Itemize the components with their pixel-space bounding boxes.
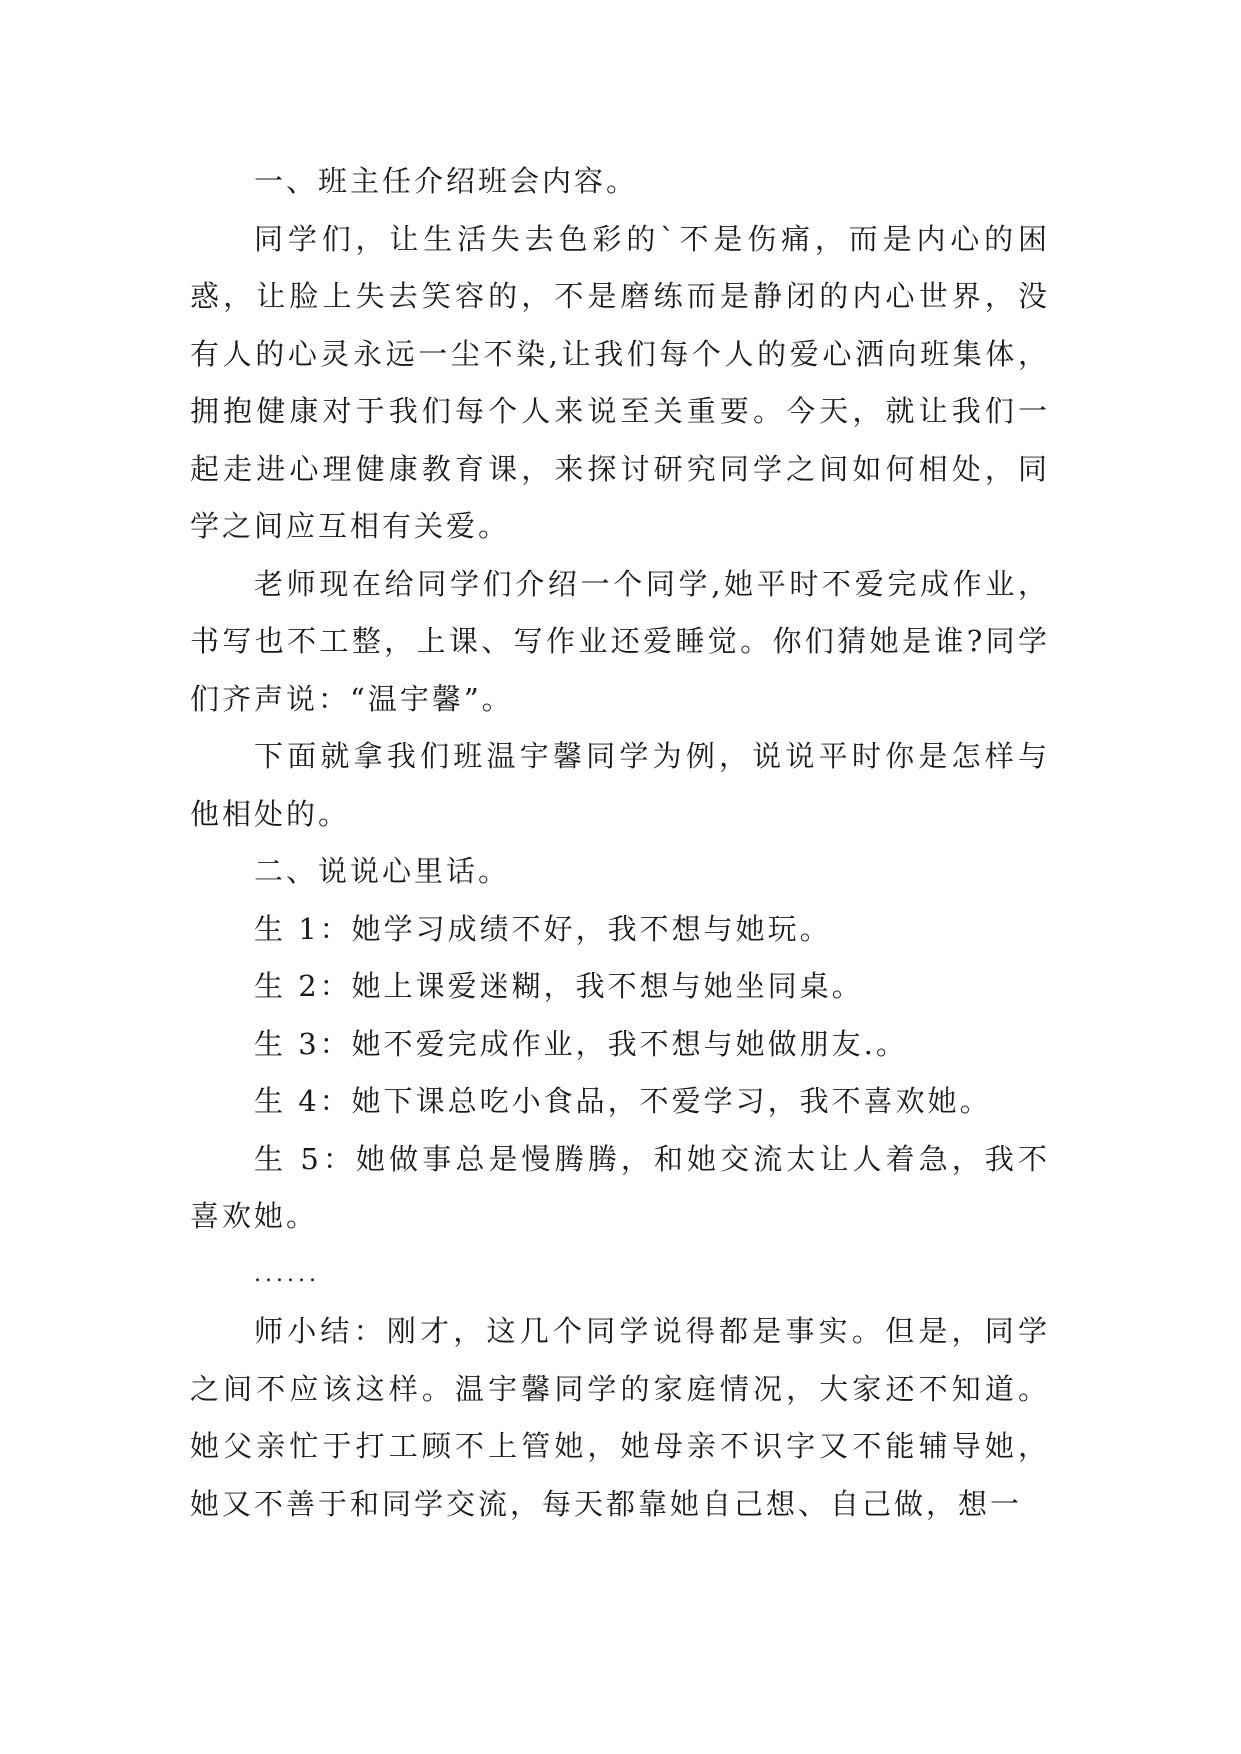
student-response-4: 生 4：她下课总吃小食品，不爱学习，我不喜欢她。 [254, 1084, 992, 1118]
student-response-3: 生 3：她不爱完成作业，我不想与她做朋友.。 [254, 1026, 908, 1061]
student-response-2: 生 2：她上课爱迷糊，我不想与她坐同桌。 [254, 969, 864, 1003]
document-body [190, 153, 1050, 1533]
ellipsis-line: ...... [254, 1261, 320, 1287]
discussion-prompt-paragraph: 下面就拿我们班温宇馨同学为例，说说平时你是怎样与他相处的。 [190, 739, 1050, 831]
section-heading-1: 一、班主任介绍班会内容。 [254, 164, 639, 198]
teacher-summary-paragraph: 师小结：刚才，这几个同学说得都是事实。但是，同学之间不应该这样。温宇馨同学的家庭情况，大家还不知道。她父亲忙于打工顾不上管她，她母亲不识字又不能辅导她，她又不善于和同学交流，每天都靠她自己想、自己做，想一 [190, 1314, 1050, 1521]
section-heading-2: 二、说说心里话。 [254, 854, 511, 888]
teacher-introduction-paragraph: 老师现在给同学们介绍一个同学,她平时不爱完成作业，书写也不工整，上课、写作业还爱睡觉。你们猜她是谁?同学们齐声说：“温宇馨”。 [190, 566, 1050, 716]
student-response-1: 生 1：她学习成绩不好，我不想与她玩。 [254, 911, 832, 946]
student-response-5: 生 5：她做事总是慢腾腾，和她交流太让人着急，我不喜欢她。 [190, 1141, 1050, 1233]
intro-paragraph: 同学们，让生活失去色彩的`不是伤痛，而是内心的困惑，让脸上失去笑容的，不是磨练而是静闭的内心世界，没有人的心灵永远一尘不染,让我们每个人的爱心洒向班集体，拥抱健康对于我们每个人来说至关重要。今天，就让我们一起走进心理健康教育课，来探讨研究同学之间如何相处，同学之间应互相有关爱。 [190, 221, 1050, 543]
